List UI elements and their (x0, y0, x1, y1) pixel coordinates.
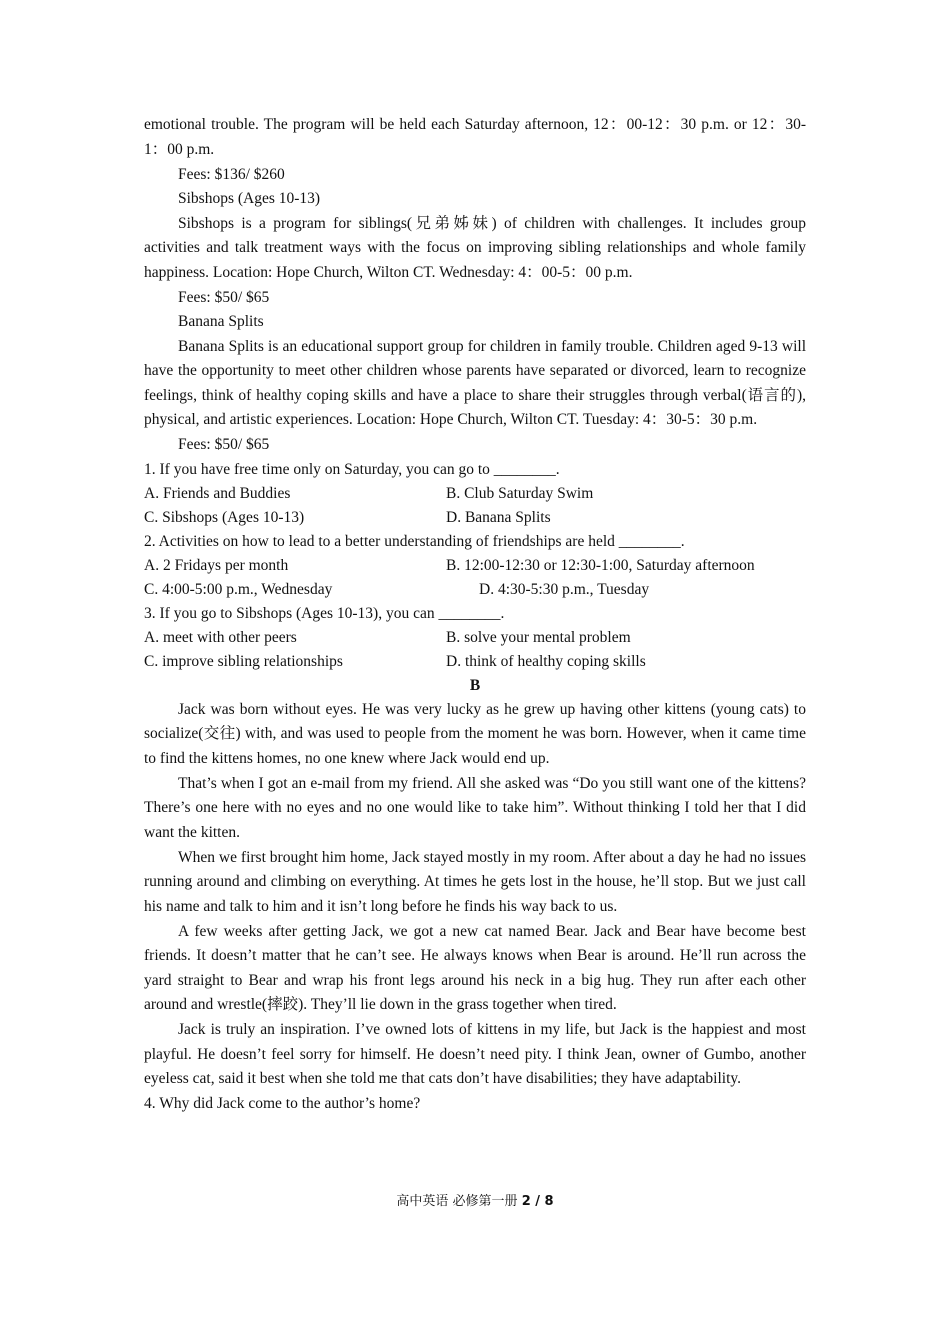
paragraph: Jack was born without eyes. He was very lucky as he grew up having other kittens (young cats) to socialize(交往) with, and was used to people from the moment he was born. However, when it came time to find the kittens homes, no one knew where Jack would end up. (144, 700, 806, 767)
paragraph-continuation: emotional trouble. The program will be held each Saturday afternoon, 12：00-12：30 p.m. or 12：30-1：00 p.m. (144, 116, 806, 158)
question-3 (144, 602, 806, 674)
fees-line: Fees: $50/ $65 (178, 436, 270, 453)
option-c: C. Sibshops (Ages 10-13) (144, 508, 305, 526)
option-d: D. Banana Splits (446, 508, 551, 526)
document-page (144, 113, 806, 1116)
question-text: 1. If you have free time only on Saturday, you can go to ________. (144, 460, 560, 478)
paragraph: That’s when I got an e-mail from my friend. All she asked was “Do you still want one of the kittens? There’s one here with no eyes and no one would like to take him”. Without thinking I told her that I did want the kitten. (144, 774, 806, 841)
paragraph: When we first brought him home, Jack stayed mostly in my room. After about a day he had no issues running around and climbing on everything. At times he gets lost in the house, he’ll stop. But we just call his name and talk to him and it isn’t long before he finds his way back to us. (144, 848, 806, 915)
option-c: C. improve sibling relationships (144, 652, 343, 670)
fees-line: Fees: $50/ $65 (178, 288, 270, 306)
option-d: D. 4:30-5:30 p.m., Tuesday (479, 580, 650, 598)
option-a: A. meet with other peers (144, 628, 297, 646)
question-4: 4. Why did Jack come to the author’s home? (144, 1095, 421, 1112)
fees-line: Fees: $136/ $260 (178, 165, 285, 183)
question-text: 2. Activities on how to lead to a better understanding of friendships are held ________. (144, 532, 685, 550)
paragraph: Jack is truly an inspiration. I’ve owned lots of kittens in my life, but Jack is the happiest and most playful. He doesn’t feel sorry for himself. He doesn’t need pity. I think Jean, owner of Gumbo, another eyeless cat, said it best when she told me that cats don’t have disabilities; they have adaptability. (144, 1021, 806, 1087)
footer-label: 高中英语 必修第一册 (396, 1194, 518, 1209)
program-title-sibshops: Sibshops (Ages 10-13) (178, 190, 321, 207)
option-b: B. Club Saturday Swim (446, 484, 594, 502)
paragraph-banana-splits: Banana Splits is an educational support group for children in family trouble. Children aged 9-13 will have the opportunity to meet other children whose parents have separated or divorced, learn to recognize feelings, think of healthy coping skills and have a place to share their struggles through verbal(语言的), physical, and artistic experiences. Location: Hope Church, Wilton CT. Tuesday: 4：30-5：30 p.m. (144, 337, 806, 428)
option-d: D. think of healthy coping skills (446, 652, 646, 670)
option-c: C. 4:00-5:00 p.m., Wednesday (144, 580, 333, 598)
question-1 (144, 458, 806, 530)
page-number: 2 / 8 (521, 1194, 554, 1209)
option-a: A. Friends and Buddies (144, 484, 291, 502)
paragraph-sibshops: Sibshops is a program for siblings(兄弟姊妹) of children with challenges. It includes group activities and talk treatment ways with the focus on improving sibling relationships and whole family happiness. Location: Hope Church, Wilton CT. Wednesday: 4：00-5：00 p.m. (144, 214, 806, 281)
section-heading: B (469, 676, 481, 694)
paragraph: A few weeks after getting Jack, we got a new cat named Bear. Jack and Bear have become best friends. It doesn’t matter that he can’t see. He always knows when Bear is around. He’ll run across the yard straight to Bear and wrap his front legs around his neck in a big hug. They run after each other around and wrestle(摔跤). They’ll lie down in the grass together when tired. (144, 922, 806, 1013)
page-footer (0, 1190, 950, 1209)
option-b: B. solve your mental problem (446, 628, 631, 646)
option-a: A. 2 Fridays per month (144, 556, 289, 574)
program-title-banana-splits: Banana Splits (178, 313, 264, 330)
question-text: 3. If you go to Sibshops (Ages 10-13), you can ________. (144, 604, 505, 622)
option-b: B. 12:00-12:30 or 12:30-1:00, Saturday afternoon (446, 556, 755, 574)
question-2 (144, 530, 806, 602)
